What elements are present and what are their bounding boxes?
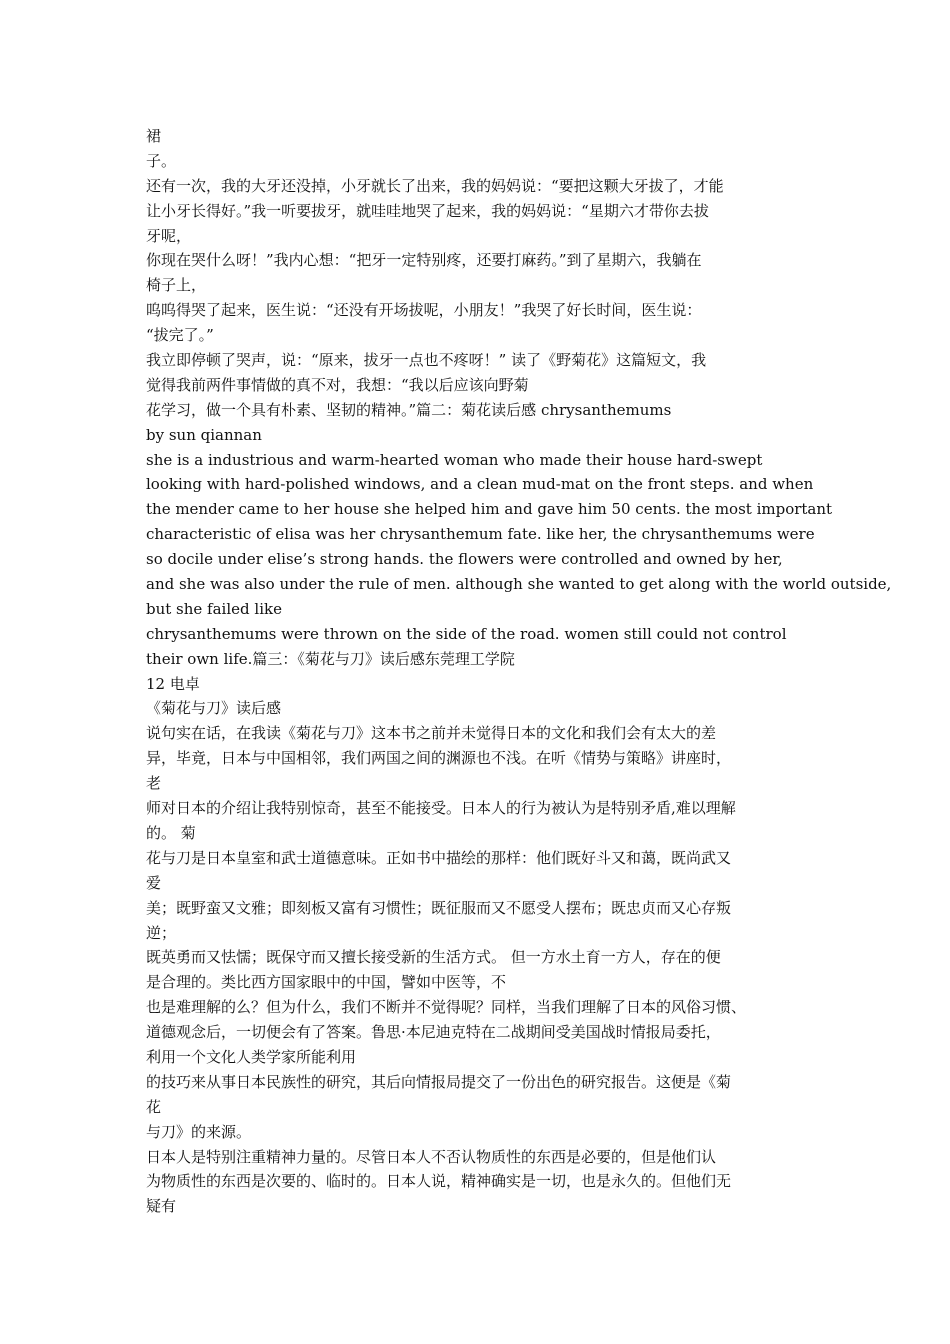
text-line: 师对日本的介绍让我特别惊奇，甚至不能接受。日本人的行为被认为是特别矛盾,难以理解 — [146, 799, 736, 818]
text-line: 让小牙长得好。”我一听要拔牙，就哇哇地哭了起来，我的妈妈说：“星期六才带你去拔 — [146, 201, 709, 220]
text-line: 老 — [146, 774, 162, 793]
text-line: 与刀》的来源。 — [146, 1122, 252, 1141]
text-line: by sun qiannan — [146, 425, 262, 444]
text-line: 日本人是特别注重精神力量的。尽管日本人不否认物质性的东西是必要的，但是他们认 — [146, 1147, 717, 1166]
text-line: 爱 — [146, 873, 162, 892]
text-line: 逆； — [146, 923, 177, 942]
text-line: characteristic of elisa was her chrysanthemum fate. like her, the chrysanthemums were — [146, 525, 815, 544]
text-line: 花学习，做一个具有朴素、坚韧的精神。”篇二：菊花读后感 chrysanthemums — [146, 400, 672, 419]
text-line: 《菊花与刀》读后感 — [146, 699, 282, 718]
text-line: 你现在哭什么呀！”我内心想：“把牙一定特别疼，还要打麻药。”到了星期六，我躺在 — [146, 251, 702, 270]
text-line: 的。 菊 — [146, 823, 196, 842]
text-line: their own life.篇三：《菊花与刀》读后感东莞理工学院 — [146, 649, 515, 668]
text-line: 花与刀是日本皇室和武士道德意味。正如书中描绘的那样：他们既好斗又和蔼，既尚武又 — [146, 848, 732, 867]
text-line: she is a industrious and warm-hearted woman who made their house hard-swept — [146, 450, 763, 469]
text-line: looking with hard-polished windows, and a clean mud-mat on the front steps. and when — [146, 475, 814, 494]
text-line: 道德观念后，一切便会有了答案。鲁思·本尼迪克特在二战期间受美国战时情报局委托， — [146, 1023, 721, 1042]
text-line: 的技巧来从事日本民族性的研究，其后向情报局提交了一份出色的研究报告。这便是《菊 — [146, 1072, 732, 1091]
text-line: 12 电卓 — [146, 674, 200, 693]
text-line: 美；既野蛮又文雅；即刻板又富有习惯性；既征服而又不愿受人摆布；既忠贞而又心存叛 — [146, 898, 732, 917]
text-line: 花 — [146, 1097, 162, 1116]
text-line: 呜呜得哭了起来，医生说：“还没有开场拔呢，小朋友！”我哭了好长时间，医生说： — [146, 301, 702, 320]
text-line: 是合理的。类比西方国家眼中的中国，譬如中医等，不 — [146, 973, 507, 992]
text-line: 牙呢， — [146, 226, 192, 245]
text-line: 利用一个文化人类学家所能利用 — [146, 1047, 357, 1066]
text-line: 为物质性的东西是次要的、临时的。日本人说，精神确实是一切，也是永久的。但他们无 — [146, 1172, 732, 1191]
text-line: 说句实在话，在我读《菊花与刀》这本书之前并未觉得日本的文化和我们会有太大的差 — [146, 724, 717, 743]
text-line: 觉得我前两件事情做的真不对，我想：“我以后应该向野菊 — [146, 375, 529, 394]
text-line: so docile under elise’s strong hands. the flowers were controlled and owned by her, — [146, 550, 783, 569]
text-line: and she was also under the rule of men. although she wanted to get along with the world outside, — [146, 575, 892, 594]
text-line: 子。 — [146, 151, 177, 170]
text-line: but she failed like — [146, 599, 282, 618]
text-line: 裙 — [146, 127, 162, 145]
text-line: 我立即停顿了哭声，说：“原来，拔牙一点也不疼呀！” 读了《野菊花》这篇短文，我 — [146, 351, 707, 370]
text-line: the mender came to her house she helped him and gave him 50 cents. the most important — [146, 500, 833, 519]
text-line: 也是难理解的么？但为什么，我们不断并不觉得呢？同样，当我们理解了日本的风俗习惯、 — [146, 998, 747, 1017]
document-body — [146, 124, 892, 1219]
text-line: “拔完了。” — [146, 326, 214, 345]
text-line: 椅子上， — [146, 276, 207, 295]
text-line: 异，毕竟，日本与中国相邻，我们两国之间的渊源也不浅。在听《情势与策略》讲座时， — [146, 749, 732, 768]
text-line: chrysanthemums were thrown on the side of the road. women still could not control — [146, 624, 787, 643]
text-line: 还有一次，我的大牙还没掉，小牙就长了出来，我的妈妈说：“要把这颗大牙拔了，才能 — [146, 176, 724, 195]
text-line: 既英勇而又怯懦；既保守而又擅长接受新的生活方式。 但一方水土育一方人，存在的便 — [146, 948, 721, 967]
text-line: 疑有 — [146, 1197, 177, 1216]
